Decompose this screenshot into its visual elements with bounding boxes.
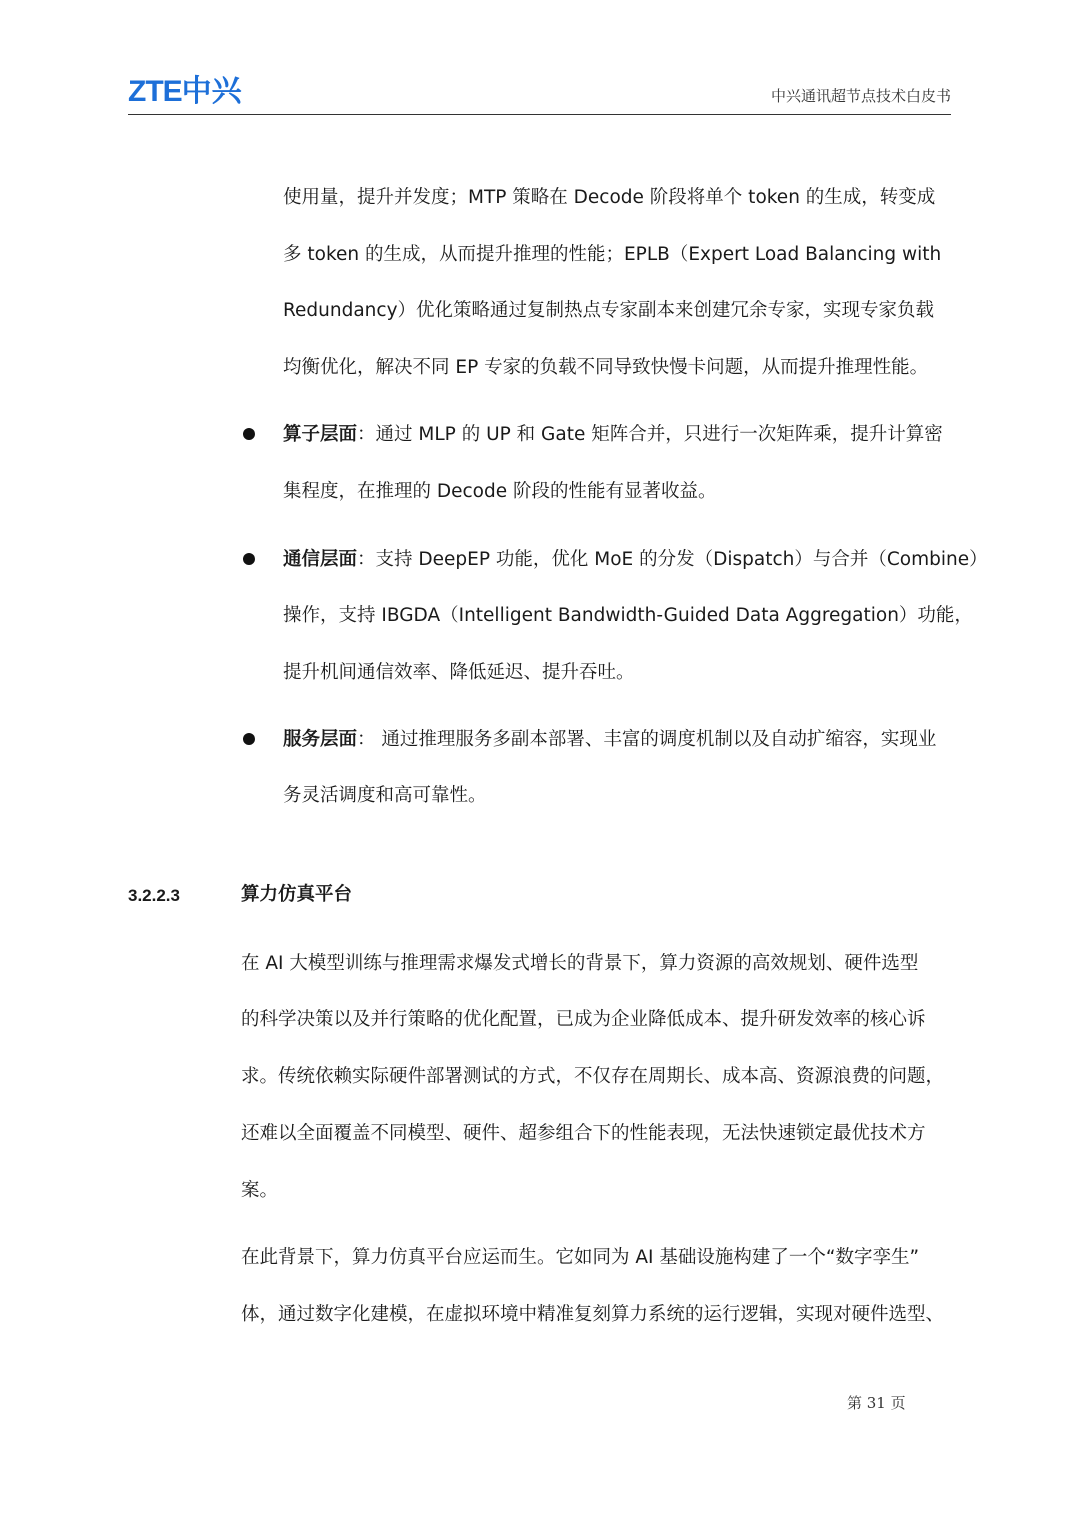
bullet-title: 服务层面 <box>283 729 358 750</box>
bullet-dot-icon <box>243 733 255 745</box>
bullet-operator-level-line <box>283 422 943 448</box>
bullet-text: ：通过 MLP 的 UP 和 Gate 矩阵合并，只进行一次矩阵乘，提升计算密 <box>357 424 943 445</box>
bullet-title: 算子层面 <box>283 424 358 445</box>
paragraph-line: 还难以全面覆盖不同模型、硬件、超参组合下的性能表现，无法快速锁定最优技术方 <box>241 1123 926 1144</box>
bullet-text: ： 通过推理服务多副本部署、丰富的调度机制以及自动扩缩容，实现业 <box>357 729 937 750</box>
bullet-text-line: 操作，支持 IBGDA（Intelligent Bandwidth-Guided Data Aggregation）功能， <box>283 605 973 626</box>
bullet-dot-icon <box>243 428 255 440</box>
bullet-title: 通信层面 <box>283 549 358 570</box>
zte-logo <box>128 76 242 108</box>
continuation-line: 均衡优化，解决不同 EP 专家的负载不同导致快慢卡问题，从而提升推理性能。 <box>283 357 929 378</box>
paragraph-line: 求。传统依赖实际硬件部署测试的方式，不仅存在周期长、成本高、资源浪费的问题， <box>241 1066 945 1087</box>
bullet-dot-icon <box>243 553 255 565</box>
continuation-line: 多 token 的生成，从而提升推理的性能；EPLB（Expert Load Balancing with <box>283 244 942 265</box>
paragraph-line: 体，通过数字化建模，在虚拟环境中精准复刻算力系统的运行逻辑，实现对硬件选型、 <box>241 1304 945 1325</box>
section-number: 3.2.2.3 <box>128 886 180 905</box>
page-header <box>128 72 951 115</box>
paragraph-line: 在 AI 大模型训练与推理需求爆发式增长的背景下，算力资源的高效规划、硬件选型 <box>241 953 919 974</box>
bullet-service-level-line <box>283 727 936 753</box>
bullet-text: ：支持 DeepEP 功能，优化 MoE 的分发（Dispatch）与合并（Combine） <box>357 549 988 570</box>
bullet-text-line: 务灵活调度和高可靠性。 <box>283 785 487 806</box>
paragraph-line: 案。 <box>241 1180 279 1201</box>
section-title: 算力仿真平台 <box>241 884 353 905</box>
continuation-line: 使用量，提升并发度；MTP 策略在 Decode 阶段将单个 token 的生成，转变成 <box>283 187 936 208</box>
bullet-text-line: 集程度，在推理的 Decode 阶段的性能有显著收益。 <box>283 481 717 502</box>
document-title: 中兴通讯超节点技术白皮书 <box>770 87 951 105</box>
bullet-text-line: 提升机间通信效率、降低延迟、提升吞吐。 <box>283 662 635 683</box>
paragraph-line: 在此背景下，算力仿真平台应运而生。它如同为 AI 基础设施构建了一个“数字孪生” <box>241 1247 920 1268</box>
logo-latin-text: ZTE <box>128 75 182 108</box>
logo-cjk-text: 中兴 <box>181 75 242 108</box>
bullet-communication-level-line <box>283 547 988 573</box>
continuation-line: Redundancy）优化策略通过复制热点专家副本来创建冗余专家，实现专家负载 <box>283 300 935 321</box>
page-number: 第 31 页 <box>847 1394 906 1412</box>
paragraph-line: 的科学决策以及并行策略的优化配置，已成为企业降低成本、提升研发效率的核心诉 <box>241 1009 926 1030</box>
